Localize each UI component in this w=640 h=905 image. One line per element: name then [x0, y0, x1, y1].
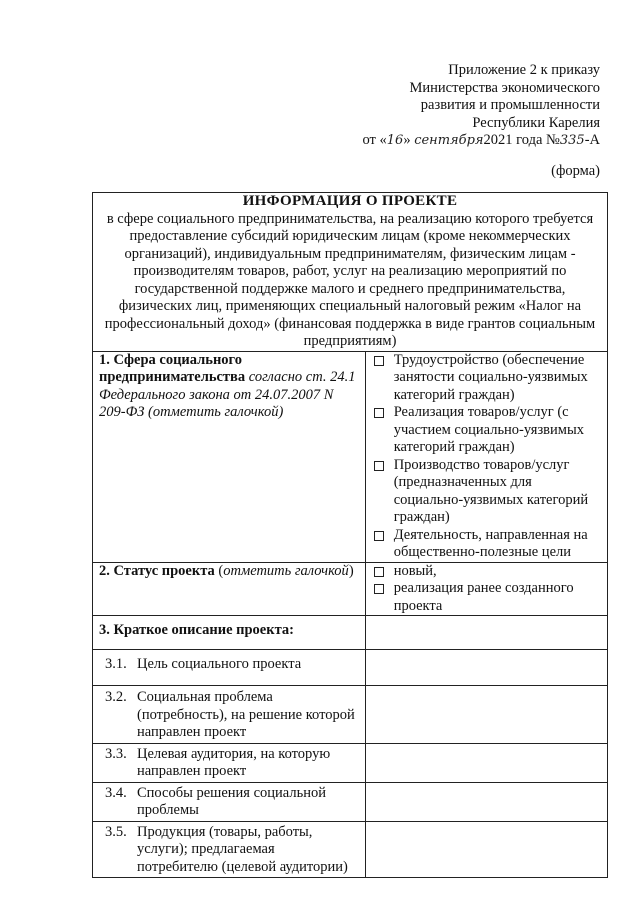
section-3-3-value-cell[interactable] [365, 743, 607, 782]
section-3-row [93, 616, 608, 650]
checkbox-icon[interactable] [374, 461, 384, 471]
order-suffix: -А [584, 132, 600, 148]
order-year: 2021 года № [483, 132, 560, 148]
section-2-label: 2. Статус проекта [99, 562, 215, 579]
section-2-label-cell [93, 562, 366, 616]
section-2-paren-open: ( [214, 562, 224, 579]
section-3-5-value-cell[interactable] [365, 821, 607, 878]
section-3-value-cell[interactable] [365, 616, 607, 650]
option-existing[interactable] [372, 580, 601, 615]
section-3-2-row [93, 686, 608, 744]
section-3-5-label-cell [93, 821, 366, 878]
order-prefix: от « [362, 132, 387, 148]
header-line-4: Республики Карелия [472, 114, 600, 131]
section-3-1-row [93, 650, 608, 686]
title-row [93, 193, 608, 352]
section-2-options-cell [365, 562, 607, 616]
checkbox-icon[interactable] [374, 584, 384, 594]
option-label: реализация ранее созданного проекта [393, 580, 574, 614]
item-label: Продукция (товары, работы, услуги); предлагаемая потребителю (целевой аудитории) [137, 823, 348, 875]
item-number: 3.3. [105, 745, 127, 762]
option-public-benefit[interactable] [372, 527, 601, 562]
item-label: Социальная проблема (потребность), на решение которой направлен проект [137, 689, 355, 740]
section-2-row [93, 562, 608, 616]
project-info-table [92, 192, 608, 878]
section-3-5-row [93, 821, 608, 878]
header-line-1: Приложение 2 к приказу [448, 62, 600, 78]
document-title: ИНФОРМАЦИЯ О ПРОЕКТЕ [242, 193, 458, 209]
option-label: новый, [393, 562, 437, 579]
option-sales[interactable] [372, 404, 601, 457]
title-cell [93, 193, 608, 352]
section-3-label-cell [93, 616, 366, 650]
order-line [300, 132, 600, 150]
order-mid: » [403, 132, 415, 148]
order-number-handwritten: 335 [559, 133, 585, 148]
checkbox-icon[interactable] [374, 531, 384, 541]
checkbox-icon[interactable] [374, 567, 384, 577]
option-label: Реализация товаров/услуг (с участием социально-уязвимых категорий граждан) [393, 404, 584, 455]
document-subtitle: в сфере социального предпринимательства, на реализацию которого требуется предоставление субсидий юридическим лицам (кроме некоммерческих организаций), индивидуальным предпринимателям, физическим лицам - производителям товаров, работ, услуг на реализацию мероприятий по государственной поддержке малого и среднего предпринимательства, физических лиц, применяющих специальный налоговый режим «Налог на профессиональный доход» (финансовая поддержка в виде грантов социальным предприятиям) [104, 210, 596, 349]
option-new[interactable] [372, 563, 601, 581]
section-1-label-cell [93, 351, 366, 562]
form-label: (форма) [551, 163, 600, 179]
section-1-note: согласно ст. 24.1 Федерального закона от 24.07.2007 N 209-ФЗ (отметить галочкой) [99, 369, 356, 420]
header-line-3: развития и промышленности [420, 97, 600, 113]
section-3-1-label-cell [93, 650, 366, 686]
section-3-label: 3. Краткое описание проекта: [99, 622, 294, 638]
section-3-4-row [93, 782, 608, 821]
section-2-paren-close: ) [348, 562, 354, 579]
item-number: 3.1. [105, 656, 127, 672]
section-1-label: 1. Сфера социального предпринимательства [99, 351, 246, 385]
section-1-row [93, 351, 608, 562]
order-day-handwritten: 16 [386, 133, 404, 148]
item-label: Способы решения социальной проблемы [137, 784, 326, 818]
section-3-4-label-cell [93, 782, 366, 821]
section-3-2-label-cell [93, 686, 366, 744]
document-header [300, 62, 600, 150]
option-label: Трудоустройство (обеспечение занятости социально-уязвимых категорий граждан) [393, 351, 588, 403]
section-2-note: отметить галочкой [223, 562, 349, 579]
checkbox-icon[interactable] [374, 356, 384, 366]
checkbox-icon[interactable] [374, 408, 384, 418]
option-label: Деятельность, направленная на общественно-полезные цели [393, 526, 588, 560]
item-number: 3.2. [105, 689, 127, 705]
item-label: Целевая аудитория, на которую направлен проект [137, 745, 331, 779]
option-production[interactable] [372, 457, 601, 527]
item-number: 3.5. [105, 823, 127, 840]
item-number: 3.4. [105, 784, 127, 801]
item-label: Цель социального проекта [137, 656, 302, 672]
order-month-handwritten: сентября [414, 133, 484, 148]
header-line-2: Министерства экономического [409, 79, 600, 96]
section-1-options-cell [365, 351, 607, 562]
option-label: Производство товаров/услуг (предназначенных для социально-уязвимых категорий граждан) [393, 456, 589, 525]
section-3-1-value-cell[interactable] [365, 650, 607, 686]
section-3-3-row [93, 743, 608, 782]
section-3-4-value-cell[interactable] [365, 782, 607, 821]
section-3-3-label-cell [93, 743, 366, 782]
option-employment[interactable] [372, 352, 601, 405]
section-3-2-value-cell[interactable] [365, 686, 607, 744]
